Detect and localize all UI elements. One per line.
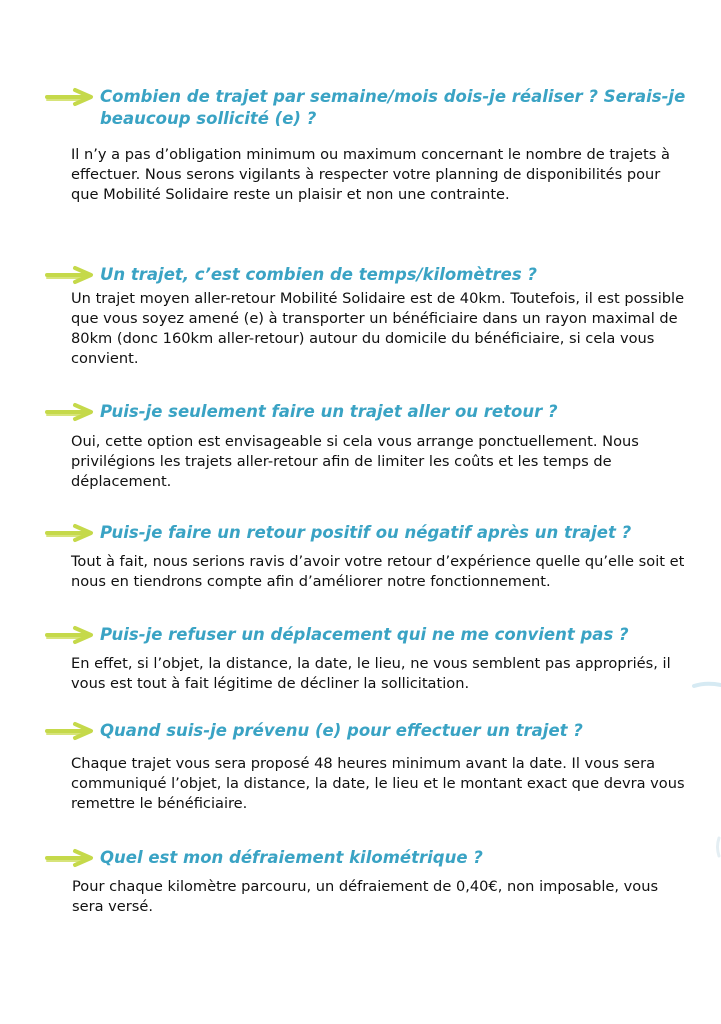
faq-question: Combien de trajet par semaine/mois dois-je réaliser ? Serais-je beaucoup sollicité (e) ? xyxy=(100,87,686,128)
faq-question-row xyxy=(0,720,721,742)
faq-answer: En effet, si l’objet, la distance, la date, le lieu, ne vous semblent pas appropriés, il vous est tout à fait légitime de décliner la sollicitation. xyxy=(71,655,671,692)
arrow-right-icon xyxy=(45,720,95,742)
faq-item xyxy=(0,847,721,915)
arrow-right-icon xyxy=(45,86,95,108)
faq-item xyxy=(0,401,721,490)
faq-item xyxy=(0,264,721,367)
faq-question-row xyxy=(0,624,721,646)
faq-answer: Chaque trajet vous sera proposé 48 heures minimum avant la date. Il vous sera communiqué l’objet, la distance, la date, le lieu et le montant exact que devra vous remettre le bénéficiaire. xyxy=(71,755,685,812)
faq-item xyxy=(0,720,721,812)
faq-item xyxy=(0,624,721,692)
faq-item xyxy=(0,522,721,590)
faq-question-row xyxy=(0,86,721,128)
faq-question: Puis-je seulement faire un trajet aller ou retour ? xyxy=(100,402,558,421)
faq-question: Quand suis-je prévenu (e) pour effectuer un trajet ? xyxy=(100,721,583,740)
arrow-right-icon xyxy=(45,624,95,646)
faq-answer: Tout à fait, nous serions ravis d’avoir votre retour d’expérience quelle qu’elle soit et nous en tiendrons compte afin d’améliorer notre fonctionnement. xyxy=(71,553,685,590)
arrow-right-icon xyxy=(45,401,95,423)
decorative-stroke-icon xyxy=(713,836,721,858)
faq-question: Quel est mon défraiement kilométrique ? xyxy=(100,848,483,867)
faq-question-row xyxy=(0,522,721,544)
faq-answer: Pour chaque kilomètre parcouru, un défraiement de 0,40€, non imposable, vous sera versé. xyxy=(72,878,659,915)
faq-answer: Un trajet moyen aller-retour Mobilité Solidaire est de 40km. Toutefois, il est possible que vous soyez amené (e) à transporter un bénéficiaire dans un rayon maximal de 80km (donc 160km aller-retour) autour du domicile du bénéficiaire, si cela vous convient. xyxy=(71,290,685,367)
faq-question: Puis-je refuser un déplacement qui ne me convient pas ? xyxy=(100,625,629,644)
faq-answer: Il n’y a pas d’obligation minimum ou maximum concernant le nombre de trajets à effectuer. Nous serons vigilants à respecter votre planning de disponibilités pour que Mobilité Solidaire reste un plaisir et non une contrainte. xyxy=(71,146,670,203)
arrow-right-icon xyxy=(45,522,95,544)
arrow-right-icon xyxy=(45,847,95,869)
faq-question: Un trajet, c’est combien de temps/kilomètres ? xyxy=(100,265,537,284)
faq-question: Puis-je faire un retour positif ou négatif après un trajet ? xyxy=(100,523,632,542)
decorative-stroke-icon xyxy=(692,678,721,694)
faq-question-row xyxy=(0,847,721,869)
faq-question-row xyxy=(0,264,721,286)
faq-answer: Oui, cette option est envisageable si cela vous arrange ponctuellement. Nous privilégions les trajets aller-retour afin de limiter les coûts et les temps de déplacement. xyxy=(71,433,639,490)
faq-question-row xyxy=(0,401,721,423)
faq-item xyxy=(0,86,721,203)
arrow-right-icon xyxy=(45,264,95,286)
